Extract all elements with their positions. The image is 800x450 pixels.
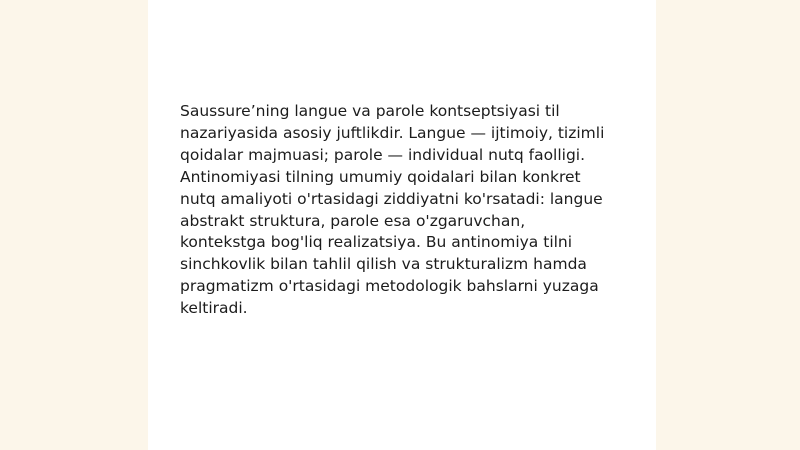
document-page (148, 0, 656, 450)
body-paragraph: Saussure’ning langue va parole kontseptsiyasi til nazariyasida asosiy juftlikdir. Langue — ijtimoiy, tizimli qoidalar majmuasi; parole — individual nutq faolligi. Antinomiyasi tilning umumiy qoidalari bilan konkret nutq amaliyoti o'rtasidagi ziddiyatni ko'rsatadi: langue abstrakt struktura, parole esa o'zgaruvchan, kontekstga bog'liq realizatsiya. Bu antinomiya tilni sinchkovlik bilan tahlil qilish va strukturalizm hamda pragmatizm o'rtasidagi metodologik bahslarni yuzaga keltiradi. (180, 102, 605, 318)
